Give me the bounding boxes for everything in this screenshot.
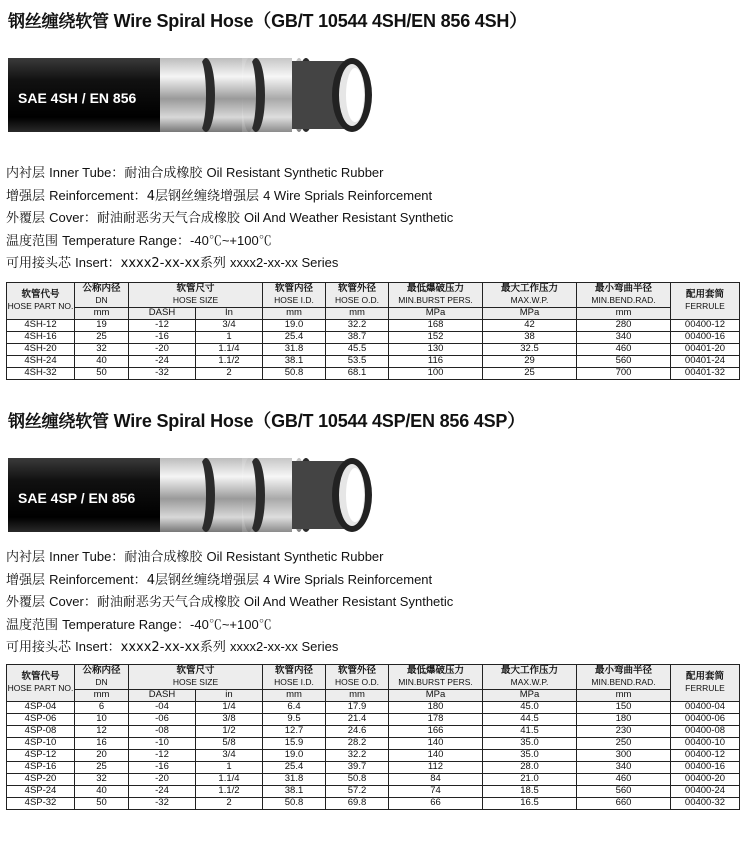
table-cell: 21.0 [483, 774, 577, 786]
spec-insert: 可用接头芯 Insert：xxxx2-xx-xx系列 xxxx2-xx-xx Series [6, 255, 339, 271]
table-cell: 3/4 [196, 750, 263, 762]
unit-cell: mm [75, 308, 129, 320]
table-cell: 24.6 [326, 726, 389, 738]
table-row [7, 786, 740, 798]
table-cell: -16 [129, 762, 196, 774]
spec-reinforcement: 增强层 Reinforcement：4层钢丝缠绕增强层 4 Wire Sprials Reinforcement [6, 187, 433, 204]
table-cell: 00400-04 [671, 702, 740, 714]
table-cell: 31.8 [263, 774, 326, 786]
table-cell: 66 [389, 798, 483, 810]
table-cell: 180 [577, 714, 671, 726]
table-row [7, 368, 740, 380]
spec-inner-tube: 内衬层 Inner Tube：耐油合成橡胶 Oil Resistant Synthetic Rubber [6, 165, 384, 181]
table-cell: 4SP-20 [7, 774, 75, 786]
col-wp: 最大工作压力 MAX.W.P. [483, 665, 577, 690]
table-cell: 74 [389, 786, 483, 798]
col-burst: 最低爆破压力 MIN.BURST PERS. [389, 283, 483, 308]
col-hose-od: 软管外径 HOSE O.D. [326, 665, 389, 690]
unit-cell: mm [75, 690, 129, 702]
table-cell: 00401-32 [671, 368, 740, 380]
table-cell: 00400-32 [671, 798, 740, 810]
table-cell: 3/4 [196, 320, 263, 332]
table-cell: 300 [577, 750, 671, 762]
table-cell: -04 [129, 702, 196, 714]
table-cell: 4SH-20 [7, 344, 75, 356]
unit-cell: In [196, 308, 263, 320]
table-cell: -20 [129, 774, 196, 786]
table-cell: 116 [389, 356, 483, 368]
units-row [7, 690, 740, 702]
table-cell: 9.5 [263, 714, 326, 726]
table-cell: -24 [129, 786, 196, 798]
table-cell: 100 [389, 368, 483, 380]
col-hose-part: 软管代号 HOSE PART NO. [7, 283, 75, 320]
table-cell: 69.8 [326, 798, 389, 810]
table-cell: 16 [75, 738, 129, 750]
table-row [7, 344, 740, 356]
table-cell: 25.4 [263, 332, 326, 344]
section-title [8, 407, 525, 433]
table-cell: 40 [75, 356, 129, 368]
section-title [8, 7, 527, 33]
table-cell: 1/4 [196, 702, 263, 714]
table-cell: 4SH-16 [7, 332, 75, 344]
table-cell: 50.8 [263, 798, 326, 810]
table-cell: 32.2 [326, 320, 389, 332]
table-cell: -12 [129, 320, 196, 332]
unit-cell: MPa [389, 308, 483, 320]
table-cell: 25.4 [263, 762, 326, 774]
spec-list [6, 546, 453, 659]
table-row [7, 356, 740, 368]
table-cell: 42 [483, 320, 577, 332]
table-cell: 4SP-32 [7, 798, 75, 810]
unit-cell: mm [263, 690, 326, 702]
table-cell: 4SP-24 [7, 786, 75, 798]
table-cell: 4SP-12 [7, 750, 75, 762]
table-cell: 25 [75, 762, 129, 774]
table-cell: 4SH-32 [7, 368, 75, 380]
table-cell: 00400-12 [671, 320, 740, 332]
hose-image [0, 44, 385, 144]
table-cell: 1.1/2 [196, 786, 263, 798]
table-cell: 3/8 [196, 714, 263, 726]
unit-cell: MPa [483, 308, 577, 320]
units-row [7, 308, 740, 320]
table-cell: 4SP-10 [7, 738, 75, 750]
table-cell: 32.5 [483, 344, 577, 356]
table-cell: 230 [577, 726, 671, 738]
table-cell: 25 [483, 368, 577, 380]
header-row [7, 283, 740, 308]
table-cell: 5/8 [196, 738, 263, 750]
table-cell: 112 [389, 762, 483, 774]
table-cell: 35.0 [483, 738, 577, 750]
table-cell: 38.1 [263, 356, 326, 368]
table-cell: -32 [129, 368, 196, 380]
table-cell: 340 [577, 762, 671, 774]
table-cell: 28.0 [483, 762, 577, 774]
spec-cover: 外覆层 Cover：耐油耐恶劣天气合成橡胶 Oil And Weather Resistant Synthetic [6, 210, 454, 226]
table-row [7, 774, 740, 786]
unit-cell: MPa [389, 690, 483, 702]
table-row [7, 320, 740, 332]
table-cell: 166 [389, 726, 483, 738]
table-cell: 1 [196, 332, 263, 344]
table-row [7, 714, 740, 726]
table-cell: 16.5 [483, 798, 577, 810]
table-cell: 17.9 [326, 702, 389, 714]
table-cell: 38.1 [263, 786, 326, 798]
spec-table [6, 282, 740, 380]
table-cell: 00400-06 [671, 714, 740, 726]
header-row [7, 665, 740, 690]
table-cell: 38.7 [326, 332, 389, 344]
table-cell: 15.9 [263, 738, 326, 750]
table-cell: 168 [389, 320, 483, 332]
col-hose-size: 软管尺寸 HOSE SIZE [129, 665, 263, 690]
table-cell: 00400-10 [671, 738, 740, 750]
table-row [7, 762, 740, 774]
table-cell: 00401-20 [671, 344, 740, 356]
table-cell: 12 [75, 726, 129, 738]
table-cell: -12 [129, 750, 196, 762]
table-cell: 1 [196, 762, 263, 774]
spec-reinforcement: 增强层 Reinforcement：4层钢丝缠绕增强层 4 Wire Sprials Reinforcement [6, 571, 433, 588]
title-zh: 钢丝缠绕软管 [8, 412, 109, 432]
table-cell: 41.5 [483, 726, 577, 738]
table-cell: 178 [389, 714, 483, 726]
table-cell: 00400-20 [671, 774, 740, 786]
col-dn: 公称内径 DN [75, 283, 129, 308]
table-cell: 45.0 [483, 702, 577, 714]
table-row [7, 738, 740, 750]
table-cell: 31.8 [263, 344, 326, 356]
hose-label: SAE 4SP / EN 856 [18, 490, 136, 506]
table-cell: 140 [389, 738, 483, 750]
table-cell: 4SP-16 [7, 762, 75, 774]
table-cell: 560 [577, 356, 671, 368]
table-cell: 20 [75, 750, 129, 762]
table-cell: -20 [129, 344, 196, 356]
table-cell: 150 [577, 702, 671, 714]
table-cell: -16 [129, 332, 196, 344]
title-en: Wire Spiral Hose（GB/T 10544 4SH/EN 856 4SH） [108, 11, 528, 31]
col-hose-id: 软管内径 HOSE I.D. [263, 665, 326, 690]
unit-cell: mm [326, 690, 389, 702]
spec-temperature: 温度范围 Temperature Range：-40℃~+100℃ [6, 616, 272, 633]
table-cell: 35.0 [483, 750, 577, 762]
table-cell: 21.4 [326, 714, 389, 726]
table-cell: -06 [129, 714, 196, 726]
table-cell: 10 [75, 714, 129, 726]
unit-cell: mm [326, 308, 389, 320]
table-cell: -08 [129, 726, 196, 738]
table-cell: 00400-16 [671, 762, 740, 774]
col-burst: 最低爆破压力 MIN.BURST PERS. [389, 665, 483, 690]
col-bend: 最小弯曲半径 MIN.BEND.RAD. [577, 283, 671, 308]
table-row [7, 726, 740, 738]
table-cell: 19 [75, 320, 129, 332]
table-cell: 140 [389, 750, 483, 762]
table-cell: 250 [577, 738, 671, 750]
table-cell: 44.5 [483, 714, 577, 726]
table-cell: 38 [483, 332, 577, 344]
table-cell: 2 [196, 798, 263, 810]
unit-cell: DASH [129, 308, 196, 320]
col-bend: 最小弯曲半径 MIN.BEND.RAD. [577, 665, 671, 690]
unit-cell: DASH [129, 690, 196, 702]
table-cell: 1.1/4 [196, 344, 263, 356]
table-cell: 19.0 [263, 750, 326, 762]
table-cell: 50.8 [326, 774, 389, 786]
table-cell: 460 [577, 774, 671, 786]
table-cell: 340 [577, 332, 671, 344]
col-dn: 公称内径 DN [75, 665, 129, 690]
table-cell: 560 [577, 786, 671, 798]
table-cell: 460 [577, 344, 671, 356]
hose-image [0, 444, 385, 544]
col-hose-id: 软管内径 HOSE I.D. [263, 283, 326, 308]
table-cell: 00400-08 [671, 726, 740, 738]
table-cell: 29 [483, 356, 577, 368]
table-cell: 45.5 [326, 344, 389, 356]
table-cell: 280 [577, 320, 671, 332]
table-cell: 00400-16 [671, 332, 740, 344]
table-cell: 32 [75, 344, 129, 356]
spec-temperature: 温度范围 Temperature Range：-40℃~+100℃ [6, 232, 272, 249]
spec-inner-tube: 内衬层 Inner Tube：耐油合成橡胶 Oil Resistant Synthetic Rubber [6, 549, 384, 565]
table-cell: 53.5 [326, 356, 389, 368]
hose-label: SAE 4SH / EN 856 [18, 90, 137, 106]
table-cell: 00400-12 [671, 750, 740, 762]
table-cell: -10 [129, 738, 196, 750]
col-wp: 最大工作压力 MAX.W.P. [483, 283, 577, 308]
table-cell: 6 [75, 702, 129, 714]
table-cell: 68.1 [326, 368, 389, 380]
table-cell: 2 [196, 368, 263, 380]
table-cell: 4SP-04 [7, 702, 75, 714]
spec-list [6, 162, 453, 275]
table-cell: 50 [75, 368, 129, 380]
table-cell: 4SH-12 [7, 320, 75, 332]
spec-table [6, 664, 740, 810]
table-cell: 130 [389, 344, 483, 356]
table-row [7, 750, 740, 762]
table-cell: 152 [389, 332, 483, 344]
table-cell: 4SP-08 [7, 726, 75, 738]
table-cell: 1.1/4 [196, 774, 263, 786]
table-cell: 12.7 [263, 726, 326, 738]
unit-cell: mm [577, 690, 671, 702]
table-cell: 19.0 [263, 320, 326, 332]
unit-cell: in [196, 690, 263, 702]
table-cell: 84 [389, 774, 483, 786]
col-hose-size: 软管尺寸 HOSE SIZE [129, 283, 263, 308]
table-cell: 57.2 [326, 786, 389, 798]
table-cell: 25 [75, 332, 129, 344]
table-cell: 00401-24 [671, 356, 740, 368]
title-zh: 钢丝缠绕软管 [8, 12, 109, 32]
table-cell: 32 [75, 774, 129, 786]
table-cell: 1/2 [196, 726, 263, 738]
table-cell: 1.1/2 [196, 356, 263, 368]
unit-cell: mm [263, 308, 326, 320]
unit-cell: mm [577, 308, 671, 320]
table-cell: 50.8 [263, 368, 326, 380]
table-row [7, 332, 740, 344]
table-cell: 180 [389, 702, 483, 714]
title-en: Wire Spiral Hose（GB/T 10544 4SP/EN 856 4SP） [108, 411, 526, 431]
col-ferrule: 配用套筒 FERRULE [671, 283, 740, 320]
table-cell: 4SH-24 [7, 356, 75, 368]
col-hose-part: 软管代号 HOSE PART NO. [7, 665, 75, 702]
table-cell: 6.4 [263, 702, 326, 714]
table-cell: 700 [577, 368, 671, 380]
table-cell: 28.2 [326, 738, 389, 750]
table-cell: 00400-24 [671, 786, 740, 798]
spec-insert: 可用接头芯 Insert：xxxx2-xx-xx系列 xxxx2-xx-xx Series [6, 639, 339, 655]
table-cell: 39.7 [326, 762, 389, 774]
table-row [7, 702, 740, 714]
table-cell: -32 [129, 798, 196, 810]
unit-cell: MPa [483, 690, 577, 702]
table-cell: 4SP-06 [7, 714, 75, 726]
table-cell: 40 [75, 786, 129, 798]
table-cell: -24 [129, 356, 196, 368]
table-cell: 660 [577, 798, 671, 810]
table-cell: 32.2 [326, 750, 389, 762]
table-cell: 50 [75, 798, 129, 810]
table-cell: 18.5 [483, 786, 577, 798]
spec-cover: 外覆层 Cover：耐油耐恶劣天气合成橡胶 Oil And Weather Resistant Synthetic [6, 594, 454, 610]
col-hose-od: 软管外径 HOSE O.D. [326, 283, 389, 308]
table-row [7, 798, 740, 810]
col-ferrule: 配用套筒 FERRULE [671, 665, 740, 702]
